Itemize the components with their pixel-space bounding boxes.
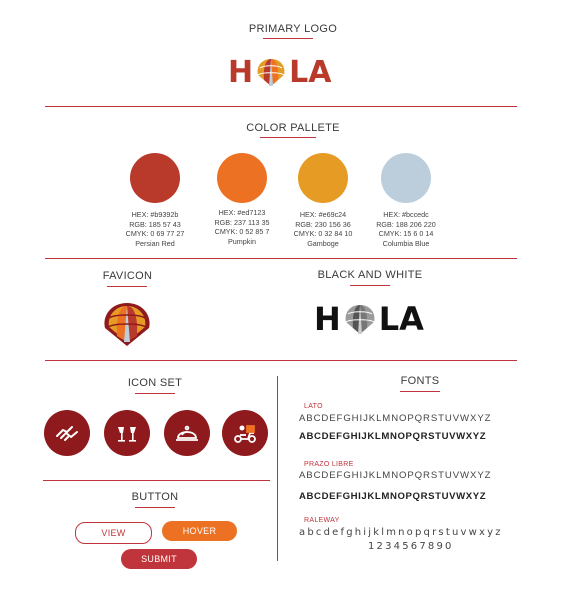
color-pallete-heading: COLOR PALLETE xyxy=(246,122,340,134)
swatch-columbia-blue xyxy=(381,153,431,203)
swatch-persian-red xyxy=(130,153,180,203)
delivery-scooter-icon xyxy=(222,410,268,456)
font-sample-lato-regular: ABCDEFGHIJKLMNOPQRSTUVWXYZ xyxy=(299,413,492,424)
heading-underline xyxy=(107,286,147,287)
logo-letter-h: H xyxy=(314,300,341,338)
section-divider xyxy=(43,480,270,481)
color-name: Persian Red xyxy=(135,238,175,248)
swatch-info-persian-red xyxy=(110,210,200,248)
shell-balloon-icon xyxy=(100,300,154,348)
heading-underline xyxy=(135,507,175,508)
logo-letters-la: LA xyxy=(289,54,332,90)
font-sample-raleway-digits: 1234567890 xyxy=(368,541,454,552)
cmyk-value: CMYK: 15 6 0 14 xyxy=(378,229,434,239)
cloche-icon xyxy=(164,410,210,456)
black-and-white-heading: BLACK AND WHITE xyxy=(317,269,423,281)
heading-underline xyxy=(260,137,316,138)
button-heading: BUTTON xyxy=(131,491,179,503)
rgb-value: RGB: 237 113 35 xyxy=(214,217,270,227)
primary-logo xyxy=(228,54,331,90)
shell-balloon-icon xyxy=(254,56,288,88)
submit-button[interactable]: SUBMIT xyxy=(121,549,197,569)
color-name: Pumpkin xyxy=(228,236,256,246)
cmyk-value: CMYK: 0 32 84 10 xyxy=(293,229,353,239)
heading-underline xyxy=(350,285,390,286)
handshake-icon xyxy=(44,410,90,456)
color-name: Columbia Blue xyxy=(382,238,430,248)
hex-value: HEX: #e69c24 xyxy=(299,210,347,219)
rgb-value: RGB: 188 206 220 xyxy=(376,219,436,229)
font-label-prazo-libre: PRAZO LIBRE xyxy=(304,461,354,468)
swatch-info-columbia-blue xyxy=(361,210,451,248)
icon-set-heading: ICON SET xyxy=(127,377,183,389)
heading-underline xyxy=(263,38,313,39)
font-label-raleway: RALEWAY xyxy=(304,517,340,524)
logo-letter-h: H xyxy=(228,54,254,90)
hex-value: HEX: #bccedc xyxy=(383,210,429,219)
hex-value: HEX: #b9392b xyxy=(131,210,179,219)
font-label-lato: LATO xyxy=(304,403,323,410)
black-and-white-logo xyxy=(314,300,424,338)
cmyk-value: CMYK: 0 69 77 27 xyxy=(125,229,185,239)
font-sample-prazo-regular: ABCDEFGHIJKLMNOPQRSTUVWXYZ xyxy=(299,470,492,481)
font-sample-lato-bold: ABCDEFGHIJKLMNOPQRSTUVWXYZ xyxy=(299,431,487,442)
rgb-value: RGB: 230 156 36 xyxy=(295,219,351,229)
view-button[interactable]: VIEW xyxy=(75,522,152,544)
cmyk-value: CMYK: 0 52 85 7 xyxy=(214,227,270,237)
toast-icon xyxy=(104,410,150,456)
favicon-heading: FAVICON xyxy=(102,270,153,282)
color-name: Gamboge xyxy=(307,238,339,248)
heading-underline xyxy=(400,391,440,392)
section-divider xyxy=(45,258,517,259)
hex-value: HEX: #ed7123 xyxy=(218,208,266,217)
font-sample-raleway-lower: abcdefghijklmnopqrstuvwxyz xyxy=(299,527,503,538)
swatch-gamboge xyxy=(298,153,348,203)
rgb-value: RGB: 185 57 43 xyxy=(129,219,181,229)
swatch-info-pumpkin xyxy=(197,208,287,246)
logo-letters-la: LA xyxy=(378,300,424,338)
shell-balloon-icon xyxy=(342,302,378,336)
section-divider xyxy=(45,106,517,107)
heading-underline xyxy=(135,393,175,394)
section-divider xyxy=(45,360,517,361)
swatch-info-gamboge xyxy=(278,210,368,248)
primary-logo-heading: PRIMARY LOGO xyxy=(248,23,338,35)
hover-button[interactable]: HOVER xyxy=(162,521,237,541)
font-sample-prazo-bold: ABCDEFGHIJKLMNOPQRSTUVWXYZ xyxy=(299,491,487,502)
fonts-heading: FONTS xyxy=(400,375,440,387)
swatch-pumpkin xyxy=(217,153,267,203)
column-divider xyxy=(277,376,278,561)
